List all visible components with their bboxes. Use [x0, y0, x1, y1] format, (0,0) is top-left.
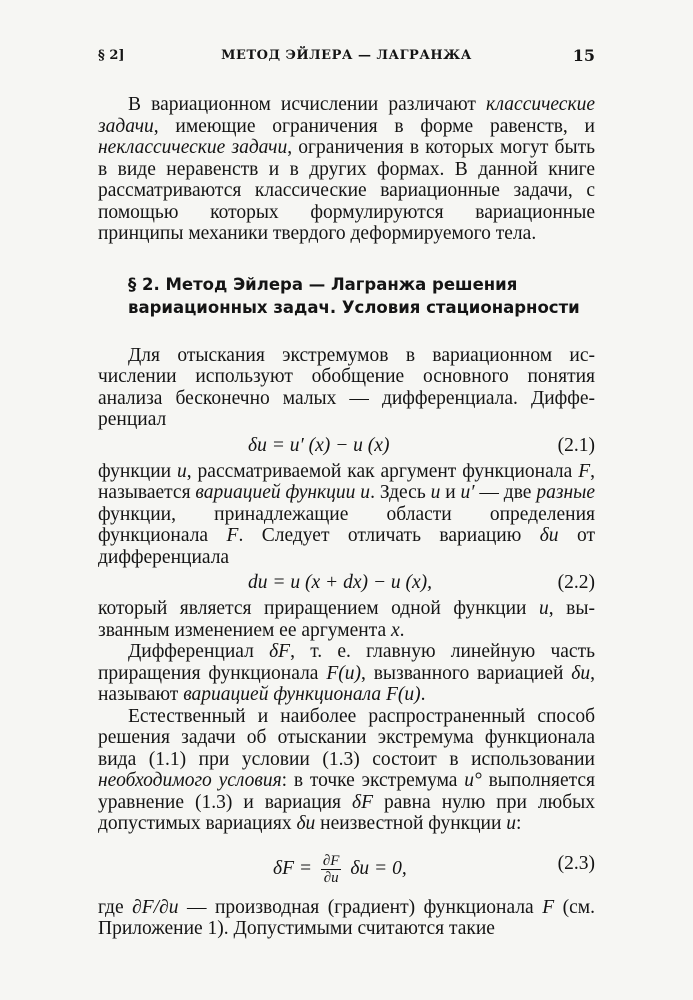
paragraph-functional-variation: Дифференциал δF, т. е. главную линейную часть приращения функционала F(u), вызванного вариацией δu, называют вариацией функционала F(u).	[98, 641, 595, 705]
paragraph-necessary-condition: Естественный и наиболее распространенный способ решения задачи об отыскании экстремума функционала вида (1.1) при условии (1.3) состоит в использовании необходимого условия: в точке экстремума u° выполняется уравнение (1.3) и вариация δF равна нулю при любых допустимых вариациях δu неизвестной функции u:	[98, 705, 595, 834]
section-heading-line2: вариационных задач. Условия стационарности	[128, 297, 580, 317]
equation-2-2-formula: du = u (x + dx) − u (x),	[248, 572, 433, 593]
paragraph-differential: Для отыскания экстремумов в вариационном исчислении используют обобщение основного понятия анализа бесконечно малых — дифференциала. Дифференциал	[98, 344, 595, 430]
running-header	[98, 46, 595, 68]
equation-2-2	[98, 568, 595, 598]
fraction-dF-du: $\frac{\partial F}{\partial u}$	[322, 852, 340, 886]
header-running-title: МЕТОД ЭЙЛЕРА — ЛАГРАНЖА	[221, 48, 472, 63]
page-body	[98, 94, 595, 940]
section-heading	[98, 273, 595, 319]
equation-2-3-number: (2.3)	[557, 852, 595, 874]
paragraph-increment: который является приращением одной функции u, вызванным изменением ее аргумента x.	[98, 598, 595, 641]
paragraph-gradient: где ∂F/∂u — производная (градиент) функционала F (см. Приложение 1). Допустимыми считаются такие	[98, 896, 595, 939]
equation-2-3-formula: δF = $\frac{\partial F}{\partial u}$ δu = 0,	[273, 852, 407, 886]
equation-2-2-number: (2.2)	[557, 572, 595, 593]
paragraph-variation-def: функции u, рассматриваемой как аргумент функционала F, называется вариацией функции u. Здесь u и u′ — две разные функции, принадлежащие области определения функционала F. Следует отличать вариацию δu от дифференциала	[98, 460, 596, 568]
section-heading-line1: § 2. Метод Эйлера — Лагранжа решения	[128, 274, 518, 294]
equation-2-1-number: (2.1)	[557, 434, 595, 456]
header-section-ref: § 2]	[98, 48, 125, 63]
paragraph-intro: В вариационном исчислении различают классические задачи, имеющие ограничения в форме равенств, и неклассические задачи, ограничения в которых могут быть в виде неравенств и в других формах. В данной книге рассматриваются классические вариационные задачи, с помощью которых формулируются вариационные принципы механики твердого деформируемого тела.	[98, 94, 595, 244]
page-number: 15	[572, 46, 595, 65]
equation-2-3	[98, 839, 595, 891]
equation-2-1-formula: δu = u′ (x) − u (x)	[248, 434, 390, 456]
equation-2-1	[98, 431, 595, 461]
